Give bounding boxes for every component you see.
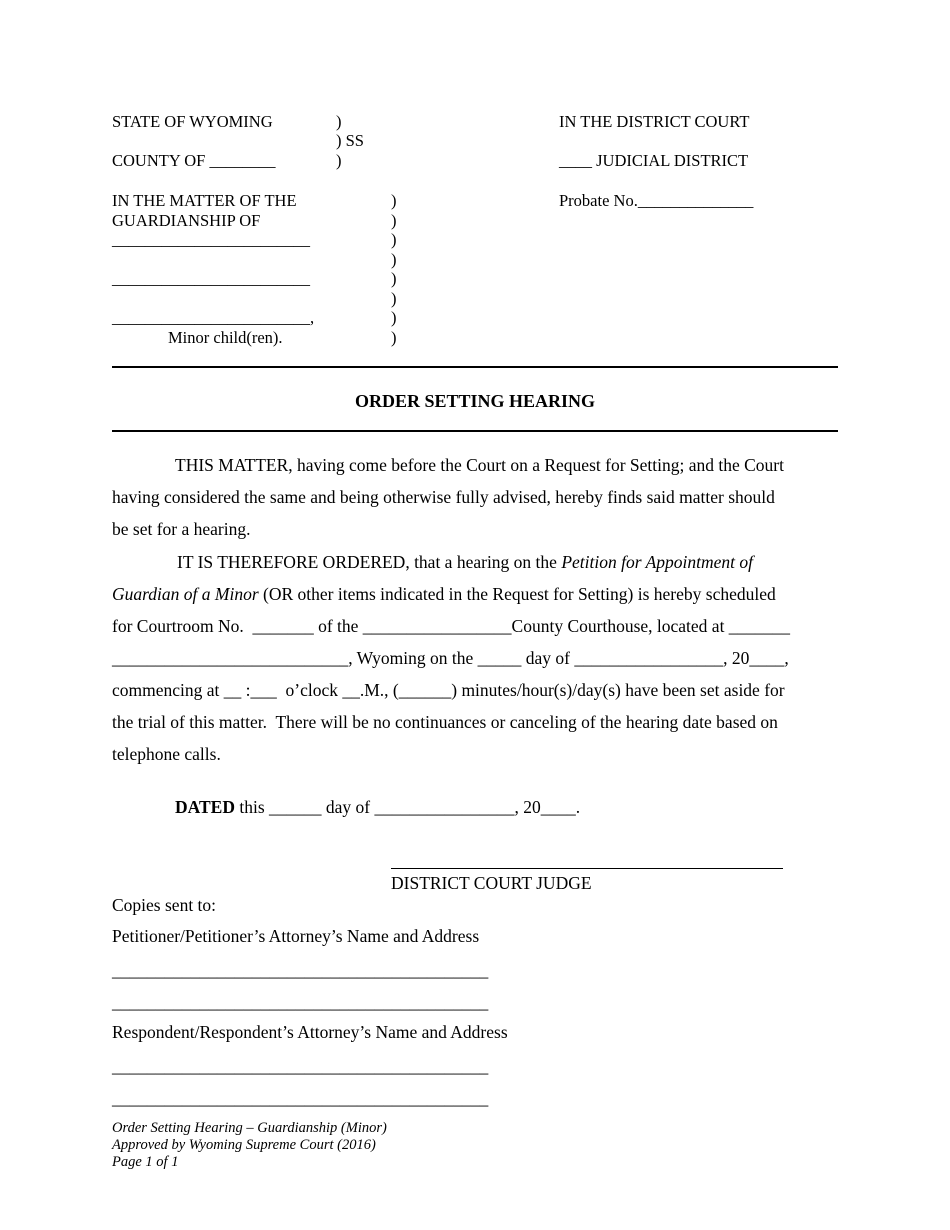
footer-page-number: Page 1 of 1 [112,1154,179,1170]
order-text: IT IS THEREFORE ORDERED, that a hearing on the [177,552,562,572]
paragraph-2-line: for Courtroom No. _______ of the _________________County Courthouse, located at _______ [112,616,791,636]
paragraph-2-line [177,551,753,573]
petition-title-cont: Guardian of a Minor [112,584,259,604]
title-rule-bottom [112,430,838,432]
dated-line [175,796,580,818]
caption-ss: ) SS [336,131,364,150]
caption-district: ____ JUDICIAL DISTRICT [559,151,749,170]
signature-line [391,868,783,869]
petitioner-blank-2: ___________________________________________ [112,992,489,1012]
caption-ss-paren-2: ) [336,151,342,170]
respondent-blank-2: ___________________________________________ [112,1088,489,1108]
caption-name-blank-1: ________________________ [112,230,310,249]
caption-paren: ) [391,328,397,347]
caption-name-blank-2: ________________________ [112,269,310,288]
paragraph-2-line [112,583,776,605]
copies-heading: Copies sent to: [112,895,217,915]
caption-probate-number: Probate No.______________ [559,191,754,210]
petitioner-blank-1: ___________________________________________ [112,960,489,980]
caption-paren: ) [391,308,397,327]
caption-paren: ) [391,211,397,230]
dated-label: DATED [175,797,235,817]
caption-minor-label: Minor child(ren). [168,328,283,347]
caption-county: COUNTY OF ________ [112,151,276,170]
caption-ss-paren-1: ) [336,112,342,131]
caption-matter-line1: IN THE MATTER OF THE [112,191,297,210]
order-text-cont: (OR other items indicated in the Request for Setting) is hereby scheduled [258,584,776,604]
footer-approval: Approved by Wyoming Supreme Court (2016) [112,1137,376,1153]
caption-paren: ) [391,289,397,308]
paragraph-2-line: telephone calls. [112,744,221,764]
page-title: ORDER SETTING HEARING [354,391,596,411]
paragraph-1-line: having considered the same and being otherwise fully advised, hereby finds said matter should [112,487,775,507]
paragraph-2-line: commencing at __ :___ o’clock __.M., (______) minutes/hour(s)/day(s) have been set aside for [112,680,785,700]
respondent-label: Respondent/Respondent’s Attorney’s Name and Address [112,1022,508,1042]
petitioner-label: Petitioner/Petitioner’s Attorney’s Name and Address [112,926,480,946]
caption-paren: ) [391,250,397,269]
caption-paren: ) [391,230,397,249]
paragraph-2-line: ___________________________, Wyoming on the _____ day of _________________, 20____, [112,648,789,668]
dated-text: this ______ day of ________________, 20____. [234,797,581,817]
caption-matter-line2: GUARDIANSHIP OF [112,211,261,230]
petition-title: Petition for Appointment of [561,552,753,572]
caption-court: IN THE DISTRICT COURT [559,112,750,131]
caption-paren: ) [391,269,397,288]
signature-label: DISTRICT COURT JUDGE [391,873,592,893]
paragraph-1-line: THIS MATTER, having come before the Court on a Request for Setting; and the Court [175,455,784,475]
title-rule-top [112,366,838,368]
paragraph-1-line: be set for a hearing. [112,519,251,539]
caption-state: STATE OF WYOMING [112,112,273,131]
respondent-blank-1: ___________________________________________ [112,1056,489,1076]
footer-form-title: Order Setting Hearing – Guardianship (Minor) [112,1120,387,1136]
caption-paren: ) [391,191,397,210]
caption-name-blank-3: ________________________, [112,308,315,327]
paragraph-2-line: the trial of this matter. There will be no continuances or canceling of the hearing date based on [112,712,778,732]
